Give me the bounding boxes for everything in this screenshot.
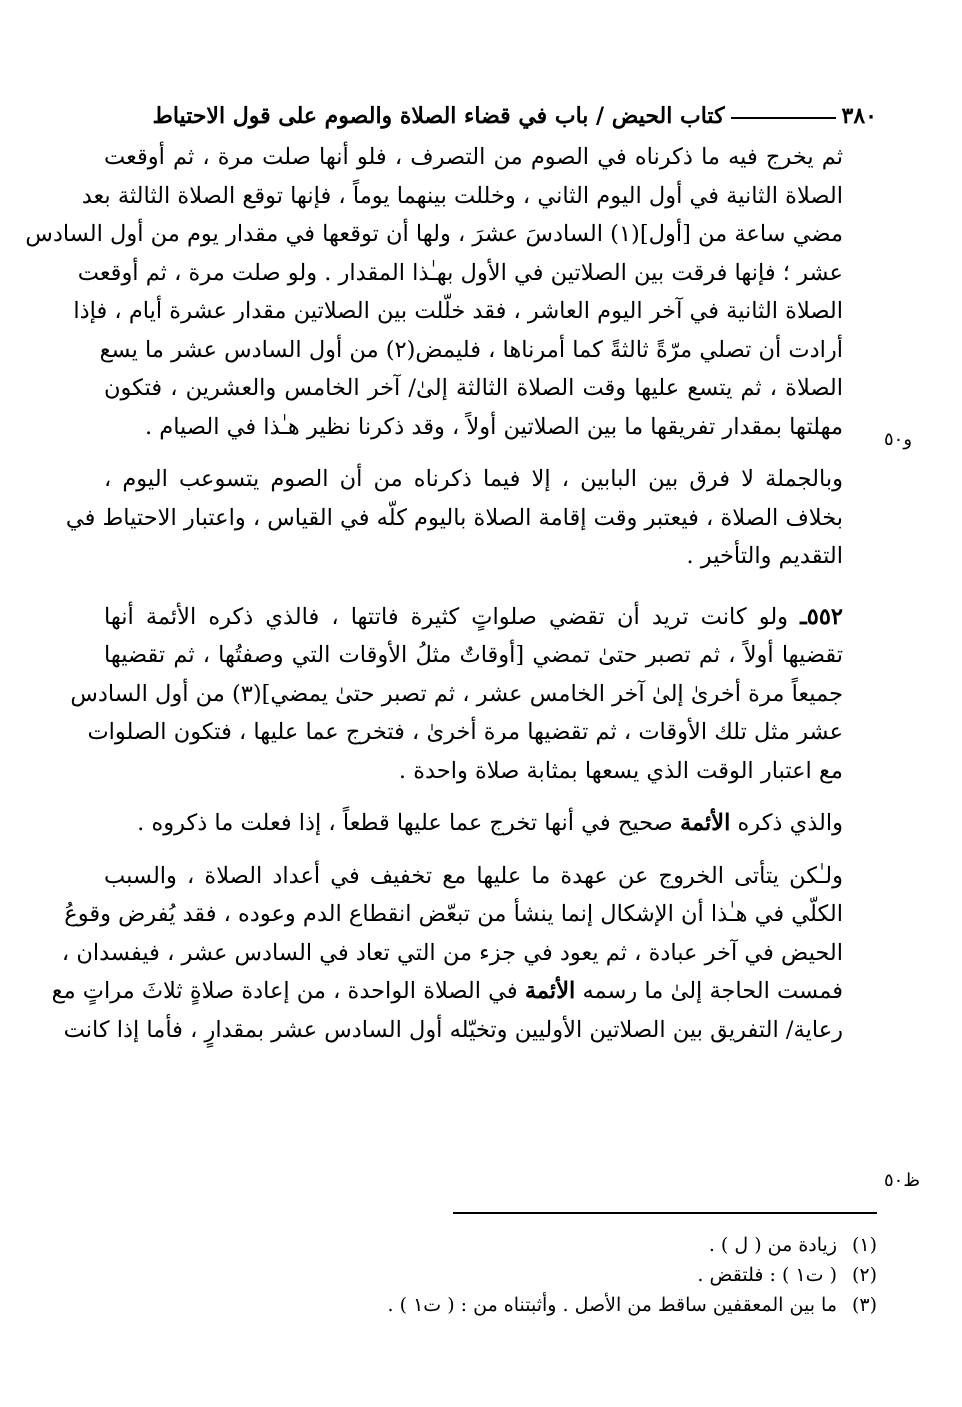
text-line: أرادت أن تصلي مرّةً ثالثةً كما أمرناها ، فليمض(٢) من أول السادس عشر ما يسع xyxy=(99,336,843,363)
footnote-text: ما بين المعقفين ساقط من الأصل . وأثبتناه من : ( ت١ ) . xyxy=(387,1294,837,1316)
paragraph-1 xyxy=(25,138,877,446)
running-title: كتاب الحيض / باب في قضاء الصلاة والصوم على قول الاحتياط xyxy=(152,103,725,129)
paragraph-2 xyxy=(65,460,877,576)
text-line: الصلاة ، ثم يتسع عليها وقت الصلاة الثالثة إلىٰ/ آخر الخامس والعشرين ، فتكون xyxy=(104,375,843,401)
text-segment: في الصلاة الواحدة ، من إعادة صلاةٍ ثلاثَ مراتٍ مع xyxy=(51,978,518,1004)
running-header xyxy=(104,96,877,136)
text-segment: صحيح في أنها تخرج عما عليها قطعاً ، إذا فعلت ما ذكروه . xyxy=(137,810,673,836)
emphasis: الأئمة xyxy=(524,978,576,1004)
text-line xyxy=(51,972,877,1011)
margin-note: و٥٠ xyxy=(884,429,913,450)
footnote-rule xyxy=(453,1212,877,1214)
text-line xyxy=(104,598,877,637)
footnote-text: زيادة من ( ل ) . xyxy=(708,1234,837,1256)
text-line: التقديم والتأخير . xyxy=(686,543,843,569)
header-rule xyxy=(731,117,836,119)
text-line: رعاية/ التفريق بين الصلاتين الأوليين وتخيّله أول السادس عشر بمقدارٍ ، فأما إذا كانت xyxy=(63,1016,843,1043)
footnote xyxy=(300,1260,877,1290)
text-line: الكلّي في هـٰذا أن الإشكال إنما ينشأ من تبعّض انقطاع الدم وعوده ، فقد يُفرض وقوعُ xyxy=(64,901,843,927)
text-line: الحيض في آخر عبادة ، ثم يعود في جزء من التي تعاد في السادس عشر ، فيفسدان ، xyxy=(61,939,843,966)
paragraph-4 xyxy=(104,804,877,843)
text-line: بخلاف الصلاة ، فيعتبر وقت إقامة الصلاة باليوم كلّه في القياس ، واعتبار الاحتياط في xyxy=(65,504,843,531)
footnote-number: (٣) xyxy=(851,1294,877,1316)
footnote-number: (١) xyxy=(851,1234,877,1256)
text-line: عشر مثل تلك الأوقات ، ثم تقضيها مرة أخرىٰ ، فتخرج عما عليها ، فتكون الصلوات xyxy=(87,719,843,745)
text-line xyxy=(104,804,877,843)
text-line: عشر ؛ فإنها فرقت بين الصلاتين في الأول بهـٰذا المقدار . ولو صلت مرة ، ثم أوقعت xyxy=(77,259,843,286)
text-line: الصلاة الثانية في أول اليوم الثاني ، وخللت بينهما يوماً ، فإنها توقع الصلاة الثالثة بعد xyxy=(81,182,843,209)
text-line: ولـٰكن يتأتى الخروج عن عهدة ما عليها مع تخفيف في أعداد الصلاة ، والسبب xyxy=(104,862,843,889)
section-number: ٥٥٢ـ xyxy=(800,603,843,630)
page-number: ٣٨٠ xyxy=(841,103,877,129)
footnote-text: ( ت١ ) : فلتقض . xyxy=(697,1264,837,1286)
text-line: وبالجملة لا فرق بين البابين ، إلا فيما ذكرناه من أن الصوم يتسوعب اليوم ، xyxy=(104,466,843,492)
main-text xyxy=(25,138,877,1049)
text-segment: والذي ذكره xyxy=(737,810,843,836)
paragraph-3 xyxy=(70,598,877,791)
text-segment: فمست الحاجة إلىٰ ما رسمه xyxy=(582,978,843,1004)
footnote xyxy=(300,1290,877,1320)
text-line: مهلتها بمقدار تفريقها ما بين الصلاتين أولاً ، وقد ذكرنا نظير هـٰذا في الصيام . xyxy=(144,413,843,440)
text-line: جميعاً مرة أخرىٰ إلىٰ آخر الخامس عشر ، ثم تصبر حتىٰ يمضي](٣) من أول السادس xyxy=(70,680,843,707)
text-line: ثم يخرج فيه ما ذكرناه في الصوم من التصرف ، فلو أنها صلت مرة ، ثم أوقعت xyxy=(104,144,843,170)
text-line: الصلاة الثانية في آخر اليوم العاشر ، فقد خلّلت بين الصلاتين مقدار عشرة أيام ، فإذا xyxy=(73,298,843,324)
text-segment: ولو كانت تريد أن تقضي صلواتٍ كثيرة فاتتها ، فالذي ذكره الأئمة أنها xyxy=(104,603,789,630)
footnote-number: (٢) xyxy=(851,1264,877,1286)
text-line: تقضيها أولاً ، ثم تصبر حتىٰ تمضي [أوقاتٌ مثلُ الأوقات التي وصفتُها ، ثم تقضيها xyxy=(104,642,843,668)
emphasis: الأئمة xyxy=(679,810,731,836)
text-line: مع اعتبار الوقت الذي يسعها بمثابة صلاة واحدة . xyxy=(398,757,843,784)
footnotes xyxy=(300,1230,877,1320)
footnote xyxy=(300,1230,877,1260)
margin-note: ظ٥٠ xyxy=(884,1170,920,1191)
paragraph-5 xyxy=(51,857,877,1050)
text-line: مضي ساعة من [أول](١) السادسَ عشرَ ، ولها أن توقعها في مقدار يوم من أول السادس xyxy=(25,221,843,247)
